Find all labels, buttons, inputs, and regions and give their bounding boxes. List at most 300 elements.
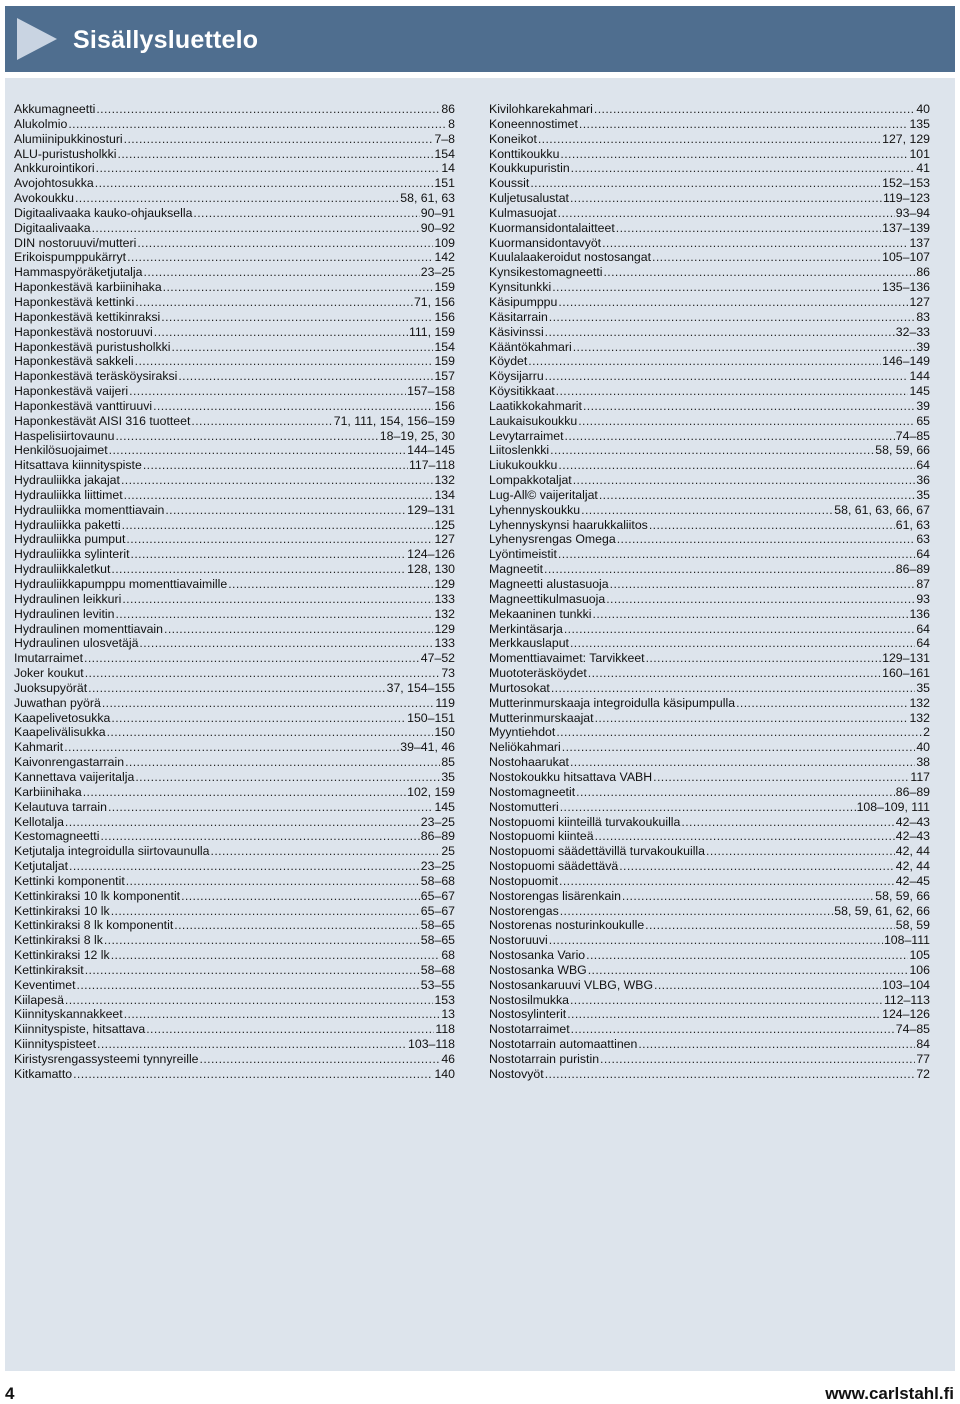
dot-leader [586,948,908,963]
index-entry [489,815,930,830]
index-pages: 108–111 [883,933,930,948]
dot-leader [75,191,399,206]
index-term: Kiinnityspiste, hitsattava [14,1022,146,1037]
index-pages: 152–153 [882,176,930,191]
dot-leader [681,815,894,830]
index-pages: 64 [916,621,930,636]
index-term: Lompakkotaljat [489,473,572,488]
index-pages: 25 [441,844,455,859]
index-entry [14,1067,455,1082]
dot-leader [193,206,419,221]
index-term: Kettinkiraksit [14,962,84,977]
index-pages: 35 [916,680,930,695]
index-pages: 151 [434,176,455,191]
dot-leader [135,770,440,785]
index-pages: 39–41, 46 [400,740,455,755]
index-pages: 86 [916,265,930,280]
index-entry [14,1037,455,1052]
index-pages: 58, 59 [895,918,930,933]
index-pages: 42, 44 [895,844,930,859]
dot-leader [560,147,908,162]
index-term: Keventimet [14,977,76,992]
index-term: Ketjutalja integroidulla siirtovaunulla [14,844,210,859]
index-term: Köydet [489,354,528,369]
index-term: Haponkestävä sakkeli [14,354,134,369]
index-term: Nostoruuvi [489,933,548,948]
index-entry [14,161,455,176]
index-entry [489,518,930,533]
dot-leader [573,473,916,488]
index-entry [14,310,455,325]
index-term: Koneennostimet [489,116,578,131]
index-pages: 137–139 [882,220,930,235]
index-term: Laatikkokahmarit [489,398,582,413]
index-pages: 58, 59, 61, 62, 66 [834,903,930,918]
index-pages: 86–89 [895,784,930,799]
index-entry [14,874,455,889]
dot-leader [550,443,874,458]
dot-leader [545,369,909,384]
index-term: Nostopuomi kiinteä [489,829,594,844]
dot-leader [567,1007,881,1022]
index-pages: 106 [909,962,930,977]
index-pages: 132 [434,473,455,488]
index-term: Merkkauslaput [489,636,569,651]
index-pages: 86–89 [895,562,930,577]
index-entry [14,102,455,117]
index-pages: 58–65 [420,933,455,948]
index-entry [14,963,455,978]
dot-leader [599,488,915,503]
index-pages: 7–8 [434,131,455,146]
dot-leader [646,651,882,666]
index-term: Kuormansidontavyöt [489,235,602,250]
index-term: Mekaaninen tunkki [489,606,592,621]
index-term: Hitsattava kiinnityspiste [14,458,142,473]
index-pages: 134 [434,487,455,502]
index-entry [14,250,455,265]
index-pages: 68 [441,948,455,963]
dot-leader [593,607,909,622]
index-term: Kaapelivetosukka [14,710,111,725]
dot-leader [115,429,378,444]
index-entry [489,666,930,681]
index-term: Köysijarru [489,369,544,384]
index-pages: 42–45 [895,873,930,888]
index-term: Koukkupuristin [489,161,570,176]
index-entry [14,518,455,533]
index-term: Neliökahmari [489,740,561,755]
index-term: Koneikot [489,131,537,146]
dot-leader [118,147,434,162]
page-title: Sisällysluettelo [73,26,259,54]
dot-leader [96,102,440,117]
index-pages: 42–43 [895,829,930,844]
index-term: Kitkamatto [14,1066,73,1081]
index-entry [14,755,455,770]
index-term: Ketjutaljat [14,859,69,874]
index-entry [14,473,455,488]
index-term: Levytarraimet [489,428,564,443]
index-pages: 135 [909,116,930,131]
dot-leader [571,161,916,176]
index-panel [5,78,955,1371]
dot-leader [92,221,420,236]
dot-leader [545,325,895,340]
index-entry [14,414,455,429]
dot-leader [139,636,433,651]
index-term: Liukukoukku [489,458,558,473]
index-pages: 125 [434,517,455,532]
index-term: Konttikoukku [489,146,560,161]
dot-leader [619,859,895,874]
index-term: Käsivinssi [489,324,544,339]
dot-leader [573,340,916,355]
index-entry [489,577,930,592]
dot-leader [606,592,915,607]
index-entry [14,488,455,503]
index-entry [489,948,930,963]
index-entry [489,696,930,711]
dot-leader [144,265,420,280]
dot-leader [583,399,915,414]
index-term: Kynsikestomagneetti [489,265,603,280]
index-term: Kynsitunkki [489,280,552,295]
dot-leader [108,800,434,815]
index-pages: 156 [434,398,455,413]
index-pages: 150–151 [407,710,455,725]
dot-leader [560,904,834,919]
index-entry [14,577,455,592]
index-term: Kettinkiraksi 12 lk [14,948,110,963]
index-term: Kulmasuojat [489,205,557,220]
index-term: Magneetti alustasuoja [489,577,609,591]
index-entry [489,161,930,176]
index-entry [489,725,930,740]
dot-leader [73,1067,433,1082]
dot-leader [649,518,895,533]
index-term: Imutarraimet [14,651,84,666]
index-pages: 39 [916,339,930,354]
index-entry [14,740,455,755]
index-pages: 157 [434,369,455,384]
index-pages: 38 [916,755,930,770]
index-term: Kettinkiraksi 8 lk komponentit [14,918,174,933]
dot-leader [603,265,915,280]
index-entry [14,592,455,607]
index-entry [14,666,455,681]
index-entry [14,1052,455,1067]
index-entry [14,265,455,280]
index-term: Kivilohkarekahmari [489,102,593,116]
dot-leader [163,280,434,295]
index-entry [14,429,455,444]
index-pages: 142 [434,250,455,265]
index-term: Avokoukku [14,191,74,206]
index-pages: 102, 159 [407,784,455,799]
index-term: Nostosilmukka [489,992,569,1007]
index-term: Kuljetusalustat [489,191,569,206]
index-entry [14,904,455,919]
index-term: Kiinnityskannakkeet [14,1007,123,1022]
index-term: Alumiinipukkinosturi [14,131,123,146]
dot-leader [616,221,881,236]
dot-leader [146,1022,434,1037]
index-term: Kahmarit [14,740,64,755]
index-entry [14,636,455,651]
index-entry [489,933,930,948]
index-pages: 83 [916,309,930,324]
index-entry [14,117,455,132]
index-entry [489,1007,930,1022]
dot-leader [77,978,420,993]
index-entry [14,354,455,369]
index-pages: 86–89 [420,829,455,844]
dot-leader [107,725,434,740]
index-pages: 85 [441,755,455,770]
index-pages: 23–25 [420,859,455,874]
index-pages: 153 [434,992,455,1007]
index-term: Nostohaarukat [489,755,569,770]
dot-leader [560,800,856,815]
index-entry [14,206,455,221]
index-pages: 58, 61, 63 [400,191,455,206]
dot-leader [551,681,915,696]
index-pages: 23–25 [420,265,455,280]
dot-leader [706,844,895,859]
index-entry [489,770,930,785]
index-pages: 47–52 [420,651,455,666]
index-entry [14,458,455,473]
index-pages: 61, 63 [895,517,930,532]
index-pages: 145 [434,799,455,814]
index-pages: 18–19, 25, 30 [379,428,455,443]
index-entry [489,295,930,310]
index-pages: 2 [923,725,930,740]
index-entry [489,265,930,280]
index-entry [489,325,930,340]
index-pages: 159 [434,280,455,295]
index-entry [489,102,930,117]
dot-leader [545,1067,916,1082]
index-entry [489,280,930,295]
index-pages: 117 [910,769,930,784]
index-pages: 23–25 [420,814,455,829]
dot-leader [181,889,420,904]
index-pages: 159 [434,354,455,369]
index-pages: 127, 129 [882,131,930,146]
index-term: Merkintäsarja [489,621,563,636]
index-term: Haponkestävä teräsköysiraksi [14,369,178,384]
index-entry [489,592,930,607]
index-term: Kiinnityspisteet [14,1037,97,1052]
index-pages: 103–118 [408,1037,455,1052]
index-term: Laukaisukoukku [489,413,578,428]
index-pages: 32–33 [895,324,930,339]
dot-leader [556,384,909,399]
index-entry [14,236,455,251]
index-entry [489,132,930,147]
index-pages: 140 [434,1066,455,1081]
dot-leader [558,547,915,562]
dot-leader [88,681,385,696]
index-pages: 154 [434,146,455,161]
dot-leader [610,577,916,592]
index-term: Avojohtosukka [14,176,94,191]
dot-leader [530,176,881,191]
dot-leader [654,978,881,993]
index-term: Nostorenas nosturinkoukulle [489,918,645,933]
index-term: Hydraulinen ulosvetäjä [14,636,139,651]
index-entry [14,815,455,830]
index-entry [489,918,930,933]
dot-leader [85,666,441,681]
index-entry [489,429,930,444]
index-entry [14,132,455,147]
dot-leader [109,443,406,458]
index-term: Haponkestävä puristusholkki [14,339,171,354]
dot-leader [65,815,420,830]
dot-leader [111,948,441,963]
index-term: ALU-puristusholkki [14,146,117,161]
index-entry [14,948,455,963]
index-term: Nostotarraimet [489,1022,570,1037]
index-pages: 144 [909,369,930,384]
dot-leader [549,933,883,948]
index-entry [489,562,930,577]
index-term: Alukolmio [14,116,68,131]
index-term: Nostotarrain automaattinen [489,1037,638,1052]
index-pages: 154 [434,339,455,354]
website-url: www.carlstahl.fi [825,1384,954,1403]
dot-leader [125,755,440,770]
index-pages: 40 [916,740,930,755]
index-pages: 108–109, 111 [856,799,930,814]
index-pages: 118 [435,1022,455,1037]
index-term: Kuormansidontalaitteet [489,220,615,235]
index-term: Mutterinmurskaajat [489,710,594,725]
dot-leader [137,236,433,251]
index-pages: 127 [434,532,455,547]
dot-leader [652,250,881,265]
index-entry [489,532,930,547]
dot-leader [154,325,408,340]
index-entry [489,221,930,236]
index-entry [489,800,930,815]
dot-leader [570,191,882,206]
index-entry [14,191,455,206]
index-entry [489,904,930,919]
index-pages: 74–85 [895,1022,930,1037]
dot-leader [122,518,434,533]
index-term: Henkilösuojaimet [14,443,108,458]
arrow-icon [17,18,57,60]
index-pages: 117–118 [408,458,455,473]
dot-leader [122,592,433,607]
dot-leader [124,132,434,147]
index-pages: 14 [441,161,455,176]
index-pages: 86 [441,102,455,116]
index-entry [489,414,930,429]
index-entry [14,607,455,622]
dot-leader [96,161,441,176]
index-pages: 103–104 [882,977,930,992]
index-entry [489,191,930,206]
dot-leader [565,429,895,444]
index-pages: 63 [916,532,930,547]
index-pages: 71, 156 [413,294,455,309]
dot-leader [178,369,433,384]
dot-leader [124,1007,441,1022]
dot-leader [558,295,908,310]
index-entry [489,547,930,562]
index-column-left [14,102,455,1082]
index-pages: 58, 61, 63, 66, 67 [834,502,930,517]
index-entry [14,280,455,295]
index-term: Nostosanka WBG [489,962,587,977]
index-entry [14,696,455,711]
index-entry [489,844,930,859]
index-pages: 111, 159 [408,324,455,339]
index-entry [489,993,930,1008]
dot-leader [164,622,433,637]
index-term: Haponkestävä kettikinraksi [14,309,161,324]
dot-leader [143,458,408,473]
index-pages: 74–85 [895,428,930,443]
dot-leader [165,503,406,518]
index-pages: 124–126 [407,547,455,562]
index-entry [489,755,930,770]
index-term: Digitaalivaaka kauko-ohjauksella [14,205,193,220]
index-term: Muototeräsköydet [489,666,587,681]
dot-leader [653,770,909,785]
index-pages: 132 [909,710,930,725]
index-entry [14,547,455,562]
index-pages: 58–68 [420,873,455,888]
index-entry [14,369,455,384]
index-entry [489,1022,930,1037]
index-entry [489,785,930,800]
dot-leader [570,636,915,651]
index-entry [489,711,930,726]
index-pages: 35 [916,487,930,502]
index-pages: 119–123 [883,191,930,206]
dot-leader [549,310,916,325]
index-entry [14,681,455,696]
index-pages: 37, 154–155 [386,680,455,695]
index-entry [14,711,455,726]
index-entry [489,622,930,637]
index-pages: 137 [909,235,930,250]
dot-leader [564,622,916,637]
index-pages: 46 [441,1052,455,1066]
dot-leader [83,785,406,800]
index-entry [489,978,930,993]
index-term: Haponkestävät AISI 316 tuotteet [14,413,191,428]
index-pages: 133 [434,591,455,606]
index-term: Hydrauliikka sylinterit [14,547,130,562]
dot-leader [126,532,433,547]
index-term: Magneetit [489,562,544,577]
index-entry [14,933,455,948]
index-term: Joker koukut [14,666,84,681]
index-term: Haponkestävä kettinki [14,294,135,309]
dot-leader [102,696,435,711]
index-pages: 144–145 [407,443,455,458]
index-pages: 35 [441,769,455,784]
index-entry [14,503,455,518]
index-pages: 42–43 [895,814,930,829]
